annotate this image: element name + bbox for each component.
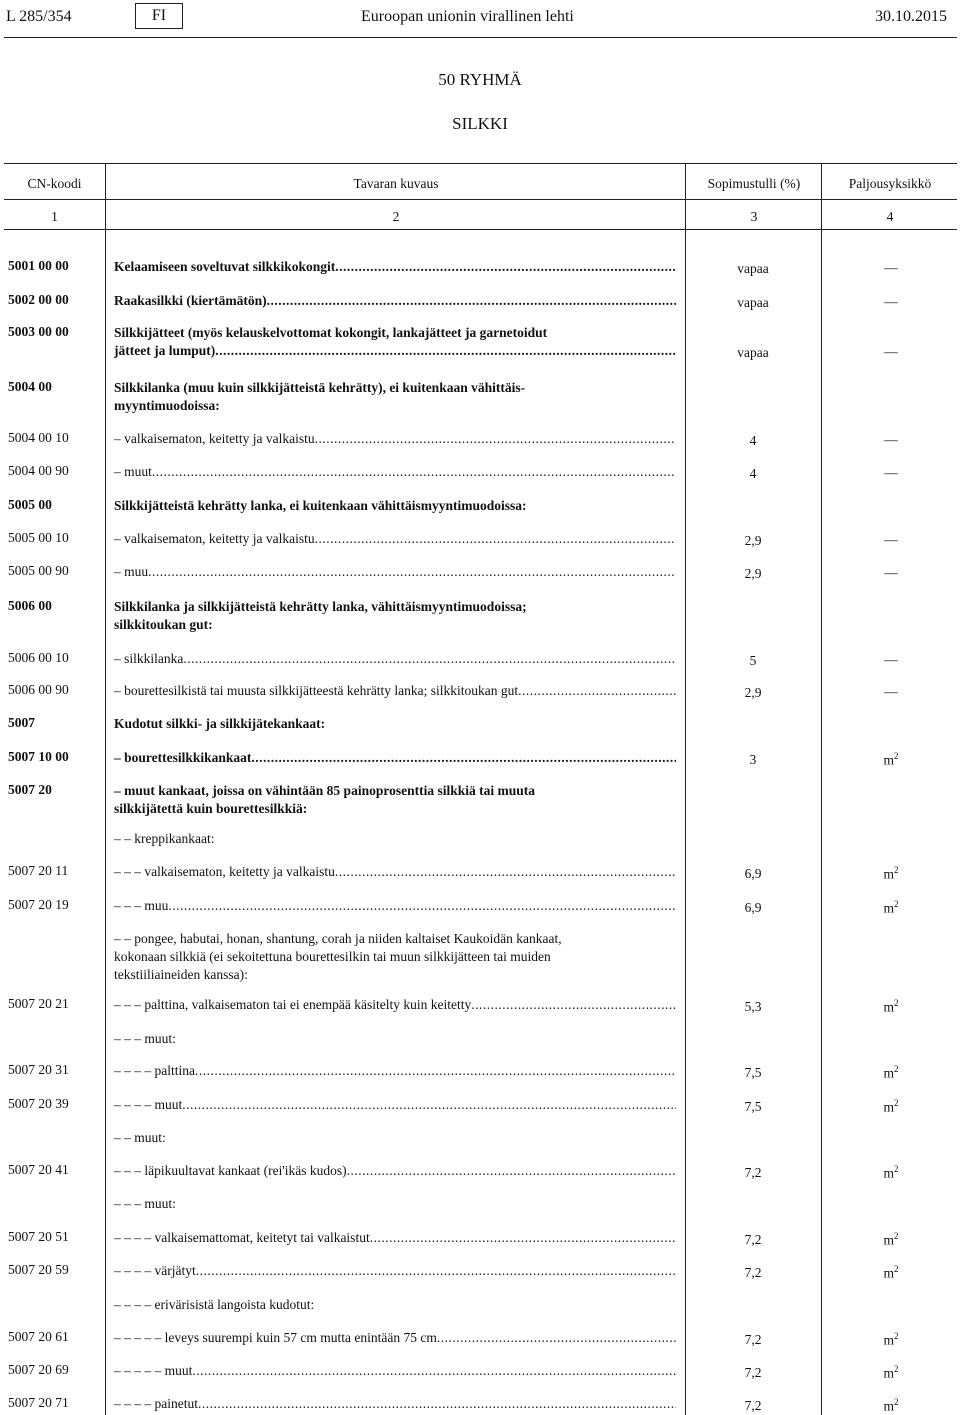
goods-description xyxy=(114,1229,676,1247)
col-header-description: Tavaran kuvaus xyxy=(353,176,439,191)
unit-text: m xyxy=(883,1232,894,1248)
goods-description xyxy=(114,563,676,581)
dot-leader xyxy=(196,1262,676,1280)
goods-description xyxy=(114,1362,676,1380)
col-header-unit: Paljousyksikkö xyxy=(848,176,932,191)
duty-rate: 7,2 xyxy=(744,1232,762,1247)
supplementary-unit xyxy=(846,1064,936,1082)
dot-leader xyxy=(183,650,676,668)
group-title: 50 RYHMÄ xyxy=(438,70,522,89)
unit-superscript: 2 xyxy=(894,1364,899,1374)
description-line: Silkkilanka (muu kuin silkkijätteistä kehrätty), ei kuitenkaan vähittäis- xyxy=(114,380,526,395)
unit-superscript: 2 xyxy=(894,1397,899,1407)
duty-rate: vapaa xyxy=(737,345,769,360)
dot-leader xyxy=(195,1062,676,1080)
goods-description xyxy=(114,650,676,668)
description-text: – – – – painetut xyxy=(114,1396,198,1411)
dot-leader xyxy=(437,1329,676,1347)
unit-text: — xyxy=(884,344,898,359)
duty-rate: 2,9 xyxy=(744,685,762,700)
dot-leader xyxy=(335,258,676,276)
journal-name: Euroopan unionin virallinen lehti xyxy=(361,8,574,25)
goods-description xyxy=(114,1195,676,1213)
description-line xyxy=(114,463,676,481)
description-line xyxy=(114,530,676,548)
goods-description xyxy=(114,863,676,881)
unit-text: — xyxy=(884,465,898,480)
description-line xyxy=(114,1262,676,1280)
description-line xyxy=(114,996,676,1014)
goods-description xyxy=(114,1096,676,1114)
duty-rate: 7,5 xyxy=(744,1099,762,1114)
goods-description xyxy=(114,379,676,415)
duty-rate: 6,9 xyxy=(744,900,762,915)
unit-text: m xyxy=(883,1332,894,1348)
description-line xyxy=(114,1329,676,1347)
description-text: jätteet ja lumput) xyxy=(114,343,216,358)
duty-rate: 7,2 xyxy=(744,1165,762,1180)
supplementary-unit xyxy=(846,565,936,581)
table-header-middle-rule xyxy=(4,199,957,200)
unit-superscript: 2 xyxy=(894,1164,899,1174)
dot-leader xyxy=(148,563,676,581)
col-number-4: 4 xyxy=(886,209,894,224)
description-text: – – – – palttina xyxy=(114,1063,195,1078)
cn-code: 5007 20 21 xyxy=(8,996,69,1011)
supplementary-unit xyxy=(846,684,936,700)
cn-code: 5006 00 xyxy=(8,598,52,613)
description-line: tekstiiliaineiden kanssa): xyxy=(114,967,248,982)
description-text: – – – – valkaisemattomat, keitetyt tai valkaistut xyxy=(114,1230,370,1245)
cn-code: 5007 20 39 xyxy=(8,1096,69,1111)
unit-text: m xyxy=(883,752,894,768)
description-line xyxy=(114,749,676,767)
duty-rate: vapaa xyxy=(737,261,769,276)
supplementary-unit xyxy=(846,294,936,310)
col-number-3: 3 xyxy=(750,209,758,224)
cn-code: 5007 10 00 xyxy=(8,749,69,764)
description-text: – bourettesilkistä tai muusta silkkijätteestä kehrätty lanka; silkkitoukan gut xyxy=(114,683,519,698)
dot-leader xyxy=(192,1362,676,1380)
goods-description xyxy=(114,749,676,767)
description-line xyxy=(114,342,676,360)
goods-description xyxy=(114,497,676,515)
description-text: – – – läpikuultavat kankaat (rei'ikäs kudos) xyxy=(114,1163,347,1178)
unit-text: — xyxy=(884,432,898,447)
description-text: Kelaamiseen soveltuvat silkkikokongit xyxy=(114,259,336,274)
unit-text: m xyxy=(883,1265,894,1281)
description-line: silkkijätettä kuin bourettesilkkiä: xyxy=(114,801,308,816)
supplementary-unit xyxy=(846,751,936,769)
goods-description xyxy=(114,1062,676,1080)
description-text: – – – palttina, valkaisematon tai ei enempää käsitelty kuin keitetty xyxy=(114,997,472,1012)
supplementary-unit xyxy=(846,1164,936,1182)
description-line xyxy=(114,1362,676,1380)
supplementary-unit xyxy=(846,432,936,448)
col-header-cn-code: CN-koodi xyxy=(27,176,82,191)
description-line: kokonaan silkkiä (ei sekoitettuna bourettesilkin tai muun silkkijätteen tai muiden xyxy=(114,949,551,964)
goods-description xyxy=(114,324,676,360)
goods-description xyxy=(114,715,676,733)
goods-description xyxy=(114,930,676,984)
goods-description xyxy=(114,1262,676,1280)
goods-description xyxy=(114,258,676,276)
dot-leader xyxy=(370,1229,676,1247)
supplementary-unit xyxy=(846,465,936,481)
description-text: – bourettesilkkikankaat xyxy=(114,750,252,765)
supplementary-unit xyxy=(846,1397,936,1415)
language-code-box: FI xyxy=(135,3,183,29)
description-line: – muut kankaat, joissa on vähintään 85 painoprosenttia silkkiä tai muuta xyxy=(114,783,535,798)
description-line xyxy=(114,1162,676,1180)
goods-description xyxy=(114,996,676,1014)
description-text: – muu xyxy=(114,564,149,579)
column-divider-3 xyxy=(821,163,822,1415)
supplementary-unit xyxy=(846,260,936,276)
unit-text: m xyxy=(883,1065,894,1081)
cn-code: 5007 20 31 xyxy=(8,1062,69,1077)
description-line xyxy=(114,1229,676,1247)
duty-rate: 4 xyxy=(749,433,757,448)
dot-leader xyxy=(182,1096,676,1114)
description-line xyxy=(114,682,676,700)
dot-leader xyxy=(198,1395,676,1413)
cn-code: 5004 00 10 xyxy=(8,430,69,445)
goods-description xyxy=(114,530,676,548)
supplementary-unit xyxy=(846,865,936,883)
goods-description xyxy=(114,1329,676,1347)
unit-text: — xyxy=(884,652,898,667)
description-line: myyntimuodoissa: xyxy=(114,398,220,413)
unit-text: m xyxy=(883,999,894,1015)
supplementary-unit xyxy=(846,1098,936,1116)
supplementary-unit xyxy=(846,899,936,917)
unit-superscript: 2 xyxy=(894,865,899,875)
supplementary-unit xyxy=(846,998,936,1016)
description-text: – valkaisematon, keitetty ja valkaistu xyxy=(114,531,315,546)
unit-superscript: 2 xyxy=(894,1231,899,1241)
description-line xyxy=(114,863,676,881)
goods-description xyxy=(114,1129,676,1147)
cn-code: 5007 xyxy=(8,715,35,730)
cn-code: 5007 20 69 xyxy=(8,1362,69,1377)
unit-text: — xyxy=(884,532,898,547)
dot-leader xyxy=(315,530,676,548)
duty-rate: 7,5 xyxy=(744,1065,762,1080)
description-line: – – – muut: xyxy=(114,1031,176,1046)
unit-text: m xyxy=(883,1398,894,1414)
description-line: – – – – erivärisistä langoista kudotut: xyxy=(114,1297,315,1312)
description-text: – silkkilanka xyxy=(114,651,184,666)
dot-leader xyxy=(315,430,676,448)
table-header-bottom-rule xyxy=(4,229,957,230)
unit-text: — xyxy=(884,684,898,699)
description-line xyxy=(114,650,676,668)
duty-rate: 2,9 xyxy=(744,533,762,548)
unit-superscript: 2 xyxy=(894,1064,899,1074)
supplementary-unit xyxy=(846,1331,936,1349)
description-line: Kudotut silkki- ja silkkijätekankaat: xyxy=(114,716,326,731)
duty-rate: 7,2 xyxy=(744,1332,762,1347)
cn-code: 5003 00 00 xyxy=(8,324,69,339)
unit-superscript: 2 xyxy=(894,1098,899,1108)
page-reference: L 285/354 xyxy=(6,8,72,25)
description-text: – – – muu xyxy=(114,898,169,913)
unit-text: — xyxy=(884,260,898,275)
description-line: Silkkilanka ja silkkijätteistä kehrätty lanka, vähittäismyyntimuodoissa; xyxy=(114,599,527,614)
cn-code: 5007 20 11 xyxy=(8,863,69,878)
goods-description xyxy=(114,1162,676,1180)
cn-code: 5007 20 59 xyxy=(8,1262,69,1277)
supplementary-unit xyxy=(846,1264,936,1282)
description-line: silkkitoukan gut: xyxy=(114,617,213,632)
supplementary-unit xyxy=(846,1364,936,1382)
dot-leader xyxy=(335,863,676,881)
duty-rate: 7,2 xyxy=(744,1365,762,1380)
unit-superscript: 2 xyxy=(894,998,899,1008)
description-line xyxy=(114,563,676,581)
cn-code: 5007 20 41 xyxy=(8,1162,69,1177)
description-text: – – – – – leveys suurempi kuin 57 cm mutta enintään 75 cm xyxy=(114,1330,437,1345)
unit-text: m xyxy=(883,1365,894,1381)
description-line xyxy=(114,1096,676,1114)
description-text: – muut xyxy=(114,464,152,479)
unit-text: m xyxy=(883,866,894,882)
goods-description xyxy=(114,430,676,448)
duty-rate: 7,2 xyxy=(744,1265,762,1280)
unit-superscript: 2 xyxy=(894,1331,899,1341)
dot-leader xyxy=(267,292,676,310)
unit-text: — xyxy=(884,565,898,580)
description-line xyxy=(114,430,676,448)
goods-description xyxy=(114,1030,676,1048)
publication-date: 30.10.2015 xyxy=(875,8,947,25)
duty-rate: 5,3 xyxy=(744,999,762,1014)
cn-code: 5005 00 10 xyxy=(8,530,69,545)
duty-rate: 3 xyxy=(749,752,757,767)
description-line xyxy=(114,258,676,276)
description-line: – – – muut: xyxy=(114,1196,176,1211)
col-number-1: 1 xyxy=(51,209,58,224)
description-line xyxy=(114,1395,676,1413)
unit-text: — xyxy=(884,294,898,309)
dot-leader xyxy=(347,1162,676,1180)
cn-code: 5007 20 19 xyxy=(8,897,69,912)
col-header-duty: Sopimustulli (%) xyxy=(707,176,801,191)
cn-code: 5001 00 00 xyxy=(8,258,69,273)
duty-rate: 7,2 xyxy=(744,1398,762,1413)
duty-rate: vapaa xyxy=(737,295,769,310)
description-line xyxy=(114,897,676,915)
cn-code: 5005 00 90 xyxy=(8,563,69,578)
goods-description xyxy=(114,682,676,700)
column-divider-2 xyxy=(685,163,686,1415)
dot-leader xyxy=(518,682,676,700)
table-header xyxy=(4,163,957,229)
description-text: – – – – – muut xyxy=(114,1363,193,1378)
cn-code: 5004 00 90 xyxy=(8,463,69,478)
goods-description xyxy=(114,1395,676,1413)
goods-description xyxy=(114,897,676,915)
description-line: – – pongee, habutai, honan, shantung, corah ja niiden kaltaiset Kaukoidän kankaat, xyxy=(114,931,562,946)
unit-text: m xyxy=(883,1165,894,1181)
duty-rate: 2,9 xyxy=(744,566,762,581)
goods-description xyxy=(114,830,676,848)
duty-rate: 4 xyxy=(749,466,757,481)
unit-superscript: 2 xyxy=(894,899,899,909)
chapter-title: SILKKI xyxy=(452,114,508,133)
cn-code: 5006 00 90 xyxy=(8,682,69,697)
description-line: – – kreppikankaat: xyxy=(114,831,215,846)
cn-code: 5007 20 51 xyxy=(8,1229,69,1244)
cn-code: 5007 20 xyxy=(8,782,52,797)
dot-leader xyxy=(471,996,676,1014)
duty-rate: 5 xyxy=(749,653,757,668)
supplementary-unit xyxy=(846,532,936,548)
unit-text: m xyxy=(883,1099,894,1115)
header-divider xyxy=(4,37,957,38)
unit-text: m xyxy=(883,900,894,916)
supplementary-unit xyxy=(846,344,936,360)
description-text: – valkaisematon, keitetty ja valkaistu xyxy=(114,431,315,446)
goods-description xyxy=(114,292,676,310)
cn-code: 5006 00 10 xyxy=(8,650,69,665)
dot-leader xyxy=(152,463,676,481)
column-divider-1 xyxy=(105,163,106,1415)
cn-code: 5007 20 71 xyxy=(8,1395,69,1410)
col-number-2: 2 xyxy=(392,209,400,224)
cn-code: 5007 20 61 xyxy=(8,1329,69,1344)
cn-code: 5002 00 00 xyxy=(8,292,69,307)
duty-rate: 6,9 xyxy=(744,866,762,881)
supplementary-unit xyxy=(846,652,936,668)
description-text: – – – – muut xyxy=(114,1097,183,1112)
goods-description xyxy=(114,1296,676,1314)
goods-description xyxy=(114,463,676,481)
description-line xyxy=(114,292,676,310)
goods-description xyxy=(114,598,676,634)
dot-leader xyxy=(168,897,676,915)
dot-leader xyxy=(215,342,676,360)
description-line xyxy=(114,1062,676,1080)
unit-superscript: 2 xyxy=(894,1264,899,1274)
cn-code: 5004 00 xyxy=(8,379,52,394)
description-text: – – – – värjätyt xyxy=(114,1263,196,1278)
page-header xyxy=(0,0,960,38)
cn-code: 5005 00 xyxy=(8,497,52,512)
supplementary-unit xyxy=(846,1231,936,1249)
table-header-top-rule xyxy=(4,163,957,164)
description-line: Silkkijätteistä kehrätty lanka, ei kuitenkaan vähittäismyyntimuodoissa: xyxy=(114,498,527,513)
description-line: Silkkijätteet (myös kelauskelvottomat kokongit, lankajätteet ja garnetoidut xyxy=(114,325,548,340)
goods-description xyxy=(114,782,676,818)
unit-superscript: 2 xyxy=(894,751,899,761)
dot-leader xyxy=(251,749,676,767)
description-text: Raakasilkki (kiertämätön) xyxy=(114,293,267,308)
description-text: – – – valkaisematon, keitetty ja valkaistu xyxy=(114,864,335,879)
description-line: – – muut: xyxy=(114,1130,166,1145)
